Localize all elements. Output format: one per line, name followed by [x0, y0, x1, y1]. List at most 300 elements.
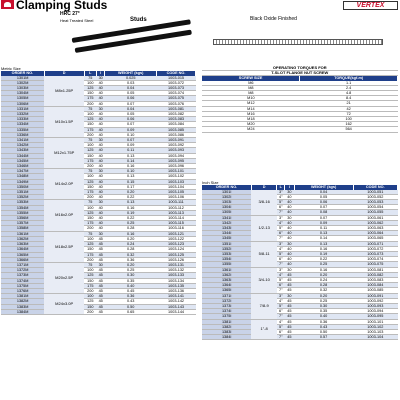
cell: 0.16: [105, 205, 157, 210]
cell: 40: [97, 190, 105, 195]
cell: 200: [84, 164, 96, 169]
cell: 45: [97, 252, 105, 257]
cell: 1003-082: [353, 272, 397, 277]
cell: 1003-084: [157, 122, 196, 127]
cell: 1003-051: [353, 190, 397, 195]
order-no: 1361I: [202, 267, 251, 272]
cell: 1003-064: [353, 231, 397, 236]
cell: 125: [84, 179, 96, 184]
brand-mark-icon: [1, 0, 14, 9]
cell: 100: [84, 80, 96, 85]
cell: 0.22: [294, 257, 353, 262]
cell: 1003-141: [157, 294, 196, 299]
cell: 40: [285, 200, 294, 205]
order-no: 1355M: [1, 210, 44, 215]
torque-value: 100: [300, 117, 398, 122]
cell: 150: [84, 304, 96, 309]
order-no: 1383I: [202, 330, 251, 335]
cell: 1003-103: [353, 330, 397, 335]
cell: 1003-061: [353, 215, 397, 220]
cell: 0.50: [294, 330, 353, 335]
cell: 1003-072: [353, 246, 397, 251]
cell: 3": [277, 190, 285, 195]
cell: 0.16: [294, 267, 353, 272]
cell: 1003-093: [157, 148, 196, 153]
order-no: 1374M: [1, 278, 44, 283]
order-no: 1364I: [202, 283, 251, 288]
cell: 40: [97, 216, 105, 221]
cell: 1003-115: [157, 221, 196, 226]
cell: 1003-132: [157, 268, 196, 273]
cell: 1003-096: [157, 164, 196, 169]
order-no: 1341M: [1, 138, 44, 143]
cell: 1003-074: [353, 257, 397, 262]
screw-size: M6: [202, 81, 300, 86]
order-no: 1354M: [1, 205, 44, 210]
cell: 30: [285, 190, 294, 195]
screw-size: M8: [202, 85, 300, 90]
cell: 1003-122: [157, 236, 196, 241]
order-no: 1342I: [202, 220, 251, 225]
thread-size: M16x2.0P: [44, 200, 84, 231]
cell: 0.28: [294, 283, 353, 288]
cell: 175: [84, 283, 96, 288]
cell: 200: [84, 132, 96, 137]
cell: 6": [277, 330, 285, 335]
cell: 0.20: [105, 262, 157, 267]
cell: 175: [84, 158, 96, 163]
cell: 7": [277, 335, 285, 340]
order-no: 1332M: [1, 112, 44, 117]
cell: 1003-075: [353, 262, 397, 267]
cell: 0.17: [105, 184, 157, 189]
cell: 7": [277, 236, 285, 241]
cell: 0.19: [105, 210, 157, 215]
cell: 3": [277, 267, 285, 272]
inch-section-label: Inch Size: [202, 180, 219, 185]
cell: 5": [277, 226, 285, 231]
order-no: 1375M: [1, 283, 44, 288]
cell: 0.20: [105, 236, 157, 241]
order-no: 1306M: [1, 101, 44, 106]
screw-size: M10: [202, 96, 300, 101]
cell: 100: [84, 294, 96, 299]
cell: 40: [97, 179, 105, 184]
cell: 45: [285, 298, 294, 303]
column-header: l: [285, 185, 294, 190]
cell: 40: [97, 184, 105, 189]
cell: 7": [277, 288, 285, 293]
order-no: 1350M: [1, 184, 44, 189]
order-no: 1364M: [1, 247, 44, 252]
column-header: D: [251, 185, 276, 190]
cell: 30: [97, 231, 105, 236]
order-no: 1343M: [1, 148, 44, 153]
cell: 1003-083: [157, 117, 196, 122]
cell: 40: [97, 148, 105, 153]
order-no: 1372M: [1, 268, 44, 273]
thread-size: M18x2.5P: [44, 231, 84, 262]
cell: 40: [285, 257, 294, 262]
cell: 1003-085: [157, 127, 196, 132]
thread-size: M20x2.5P: [44, 262, 84, 293]
cell: 45: [285, 288, 294, 293]
cell: 3": [277, 293, 285, 298]
cell: 6": [277, 257, 285, 262]
cell: 1003-055: [353, 210, 397, 215]
cell: 6": [277, 283, 285, 288]
order-no: 1373I: [202, 304, 251, 309]
cell: 1003-093: [353, 304, 397, 309]
cell: 40: [97, 117, 105, 122]
cell: 1003-015: [157, 76, 196, 81]
cell: 1003-081: [353, 267, 397, 272]
cell: 0.35: [294, 309, 353, 314]
cell: 45: [97, 309, 105, 314]
cell: 1003-076: [157, 101, 196, 106]
cell: 1003-072: [157, 80, 196, 85]
cell: 40: [285, 194, 294, 199]
thread-size: M24x3.0P: [44, 294, 84, 315]
cell: 45: [285, 314, 294, 319]
cell: 6": [277, 309, 285, 314]
cell: 1003-063: [353, 226, 397, 231]
column-header: TORQUE(kgf-m): [300, 76, 398, 81]
order-no: 1331M: [1, 106, 44, 111]
torque-value: 42: [300, 106, 398, 111]
cell: 45: [285, 324, 294, 329]
cell: 0.13: [294, 231, 353, 236]
cell: 0.20: [105, 190, 157, 195]
order-no: 1333M: [1, 117, 44, 122]
cell: 0.16: [294, 246, 353, 251]
cell: 40: [285, 231, 294, 236]
screw-size: M18: [202, 117, 300, 122]
cell: 30: [97, 106, 105, 111]
cell: 1003-081: [157, 106, 196, 111]
cell: 1003-106: [157, 195, 196, 200]
cell: 40: [97, 195, 105, 200]
cell: 200: [84, 288, 96, 293]
cell: 0.43: [105, 299, 157, 304]
cell: 100: [84, 205, 96, 210]
screw-size: M16: [202, 111, 300, 116]
cell: 150: [84, 153, 96, 158]
cell: 45: [97, 278, 105, 283]
order-no: 1344M: [1, 153, 44, 158]
vertex-logo: VERTEX: [343, 1, 398, 10]
cell: 4": [277, 246, 285, 251]
order-no: 1336M: [1, 132, 44, 137]
cell: 0.04: [105, 106, 157, 111]
cell: 45: [285, 283, 294, 288]
cell: 40: [285, 246, 294, 251]
cell: 1003-092: [157, 143, 196, 148]
cell: 0.15: [105, 179, 157, 184]
cell: 30: [97, 169, 105, 174]
cell: 1003-112: [157, 205, 196, 210]
column-header: L: [84, 71, 96, 76]
thread-size: 5/8-11: [251, 241, 276, 267]
cell: 1003-104: [157, 184, 196, 189]
cell: 0.35: [105, 278, 157, 283]
cell: 40: [97, 221, 105, 226]
cell: 175: [84, 127, 96, 132]
page-title: Clamping Studs: [16, 0, 108, 12]
order-no: 1384M: [1, 309, 44, 314]
cell: 0.20: [294, 293, 353, 298]
cell: 40: [285, 236, 294, 241]
cell: 150: [84, 122, 96, 127]
cell: 40: [97, 164, 105, 169]
cell: 0.14: [294, 236, 353, 241]
cell: 40: [97, 96, 105, 101]
order-no: 1334M: [1, 122, 44, 127]
column-header: l: [97, 71, 105, 76]
cell: 175: [84, 252, 96, 257]
thread-size: M10x1.5P: [44, 106, 84, 137]
metric-table: [1, 71, 196, 315]
column-header: SCREW SIZE: [202, 76, 300, 81]
cell: 0.08: [294, 210, 353, 215]
cell: 0.09: [294, 220, 353, 225]
cell: 4": [277, 298, 285, 303]
cell: 1003-105: [157, 190, 196, 195]
thread-size: 1"-8: [251, 319, 276, 340]
cell: 100: [84, 236, 96, 241]
cell: 45: [285, 330, 294, 335]
cell: 200: [84, 101, 96, 106]
cell: 30: [97, 262, 105, 267]
order-no: 1382M: [1, 299, 44, 304]
cell: 0.07: [105, 138, 157, 143]
cell: 4": [277, 194, 285, 199]
table-row: [202, 127, 398, 132]
cell: 0.06: [294, 200, 353, 205]
cell: 45: [285, 309, 294, 314]
cell: 45: [97, 304, 105, 309]
cell: 5": [277, 324, 285, 329]
stud-diagram: [205, 24, 395, 64]
cell: 4": [277, 272, 285, 277]
column-header: CODE NO.: [157, 71, 196, 76]
torque-table: [202, 66, 398, 133]
cell: 5": [277, 304, 285, 309]
material-note: Heat Treated Steel: [60, 18, 94, 23]
cell: 0.25: [294, 262, 353, 267]
order-no: 1354I: [202, 257, 251, 262]
cell: 1003-095: [157, 158, 196, 163]
torque-value: 1.1: [300, 81, 398, 86]
screw-size: M20: [202, 122, 300, 127]
cell: 175: [84, 96, 96, 101]
cell: 1003-073: [353, 252, 397, 257]
cell: 125: [84, 210, 96, 215]
order-no: 1365M: [1, 252, 44, 257]
cell: 0.05: [105, 91, 157, 96]
cell: 1003-082: [157, 112, 196, 117]
cell: 0.05: [294, 194, 353, 199]
cell: 0.16: [105, 164, 157, 169]
cell: 40: [97, 143, 105, 148]
order-no: 1353I: [202, 252, 251, 257]
cell: 40: [97, 205, 105, 210]
cell: 1003-052: [353, 194, 397, 199]
cell: 100: [84, 112, 96, 117]
cell: 40: [97, 132, 105, 137]
cell: 40: [285, 262, 294, 267]
cell: 1003-071: [353, 241, 397, 246]
cell: 0.06: [105, 117, 157, 122]
cell: 45: [285, 319, 294, 324]
cell: 0.16: [105, 231, 157, 236]
cell: 1003-084: [353, 283, 397, 288]
torque-subtitle: T-SLOT FLANGE NUT SCREW: [202, 71, 398, 76]
finish-note: Black Oxide Finished: [250, 16, 297, 22]
cell: 30: [285, 241, 294, 246]
cell: 30: [97, 200, 105, 205]
order-no: 1365I: [202, 288, 251, 293]
cell: 0.10: [105, 169, 157, 174]
cell: 3": [277, 241, 285, 246]
cell: 100: [84, 268, 96, 273]
cell: 0.05: [105, 112, 157, 117]
order-no: 1384I: [202, 335, 251, 340]
cell: 45: [97, 236, 105, 241]
cell: 150: [84, 184, 96, 189]
order-no: 1357M: [1, 221, 44, 226]
order-no: 1303M: [1, 86, 44, 91]
cell: 40: [285, 210, 294, 215]
cell: 40: [97, 91, 105, 96]
cell: 0.32: [294, 288, 353, 293]
cell: 40: [285, 226, 294, 231]
cell: 75: [84, 169, 96, 174]
order-no: 1363I: [202, 278, 251, 283]
cell: 30: [285, 215, 294, 220]
column-header: L: [277, 185, 285, 190]
studs-label: Studs: [130, 17, 147, 23]
cell: 0.30: [294, 304, 353, 309]
cell: 150: [84, 278, 96, 283]
order-no: 1376M: [1, 288, 44, 293]
cell: 0.25: [105, 221, 157, 226]
cell: 40: [97, 158, 105, 163]
table-row: [202, 335, 398, 340]
order-no: 1351I: [202, 241, 251, 246]
order-no: 1345I: [202, 236, 251, 241]
order-no: 1353M: [1, 200, 44, 205]
cell: 45: [97, 294, 105, 299]
order-no: 1381M: [1, 294, 44, 299]
cell: 40: [285, 205, 294, 210]
cell: 40: [97, 101, 105, 106]
thread-size: M8x1.25P: [44, 76, 84, 107]
cell: 1003-111: [157, 200, 196, 205]
order-no: 1302I: [202, 194, 251, 199]
order-no: 1301I: [202, 190, 251, 195]
cell: 150: [84, 91, 96, 96]
cell: 0.25: [294, 298, 353, 303]
cell: 0.25: [105, 268, 157, 273]
cell: 1003-143: [157, 304, 196, 309]
order-no: 1302M: [1, 80, 44, 85]
cell: 1003-133: [157, 273, 196, 278]
cell: 0.65: [105, 309, 157, 314]
cell: 45: [285, 304, 294, 309]
torque-value: 4.8: [300, 91, 398, 96]
cell: 0.025: [105, 76, 157, 81]
thread-size: 7/8-9: [251, 293, 276, 319]
cell: 0.22: [105, 216, 157, 221]
cell: 1003-134: [157, 278, 196, 283]
cell: 75: [84, 76, 96, 81]
cell: 75: [84, 138, 96, 143]
cell: 125: [84, 273, 96, 278]
order-no: 1352M: [1, 195, 44, 200]
order-no: 1366M: [1, 257, 44, 262]
cell: 75: [84, 106, 96, 111]
order-no: 1305M: [1, 96, 44, 101]
cell: 45: [97, 247, 105, 252]
cell: 1003-074: [157, 91, 196, 96]
cell: 1003-101: [157, 169, 196, 174]
cell: 1003-065: [353, 236, 397, 241]
cell: 30: [285, 293, 294, 298]
cell: 1003-131: [157, 262, 196, 267]
cell: 3": [277, 215, 285, 220]
torque-title: OPERATING TORQUES FOR: [202, 66, 398, 71]
order-no: 1341I: [202, 215, 251, 220]
cell: 0.20: [294, 272, 353, 277]
cell: 1003-103: [157, 179, 196, 184]
cell: 100: [84, 143, 96, 148]
cell: 1003-124: [157, 247, 196, 252]
thread-size: M14x2.0P: [44, 169, 84, 200]
order-no: 1303I: [202, 200, 251, 205]
order-no: 1356M: [1, 216, 44, 221]
cell: 40: [97, 122, 105, 127]
cell: 0.11: [294, 226, 353, 231]
order-no: 1371I: [202, 293, 251, 298]
torque-value: 8.4: [300, 96, 398, 101]
cell: 75: [84, 200, 96, 205]
cell: 30: [97, 76, 105, 81]
cell: 125: [84, 86, 96, 91]
order-no: 1372I: [202, 298, 251, 303]
cell: 1003-104: [353, 335, 397, 340]
stud-drawing: [213, 39, 383, 45]
column-header: WEIGHT (kgs): [105, 71, 157, 76]
cell: 45: [285, 278, 294, 283]
cell: 1003-073: [157, 86, 196, 91]
order-no: 1355I: [202, 262, 251, 267]
cell: 150: [84, 247, 96, 252]
order-no: 1361M: [1, 231, 44, 236]
cell: 0.09: [105, 127, 157, 132]
cell: 30: [97, 138, 105, 143]
cell: 0.36: [294, 319, 353, 324]
cell: 1003-123: [157, 242, 196, 247]
order-no: 1375I: [202, 314, 251, 319]
cell: 1003-116: [157, 226, 196, 231]
cell: 0.10: [105, 132, 157, 137]
table-row: [1, 309, 196, 314]
order-no: 1383M: [1, 304, 44, 309]
cell: 45: [97, 273, 105, 278]
metric-section-label: Metric Size: [1, 66, 21, 71]
cell: 45: [285, 335, 294, 340]
